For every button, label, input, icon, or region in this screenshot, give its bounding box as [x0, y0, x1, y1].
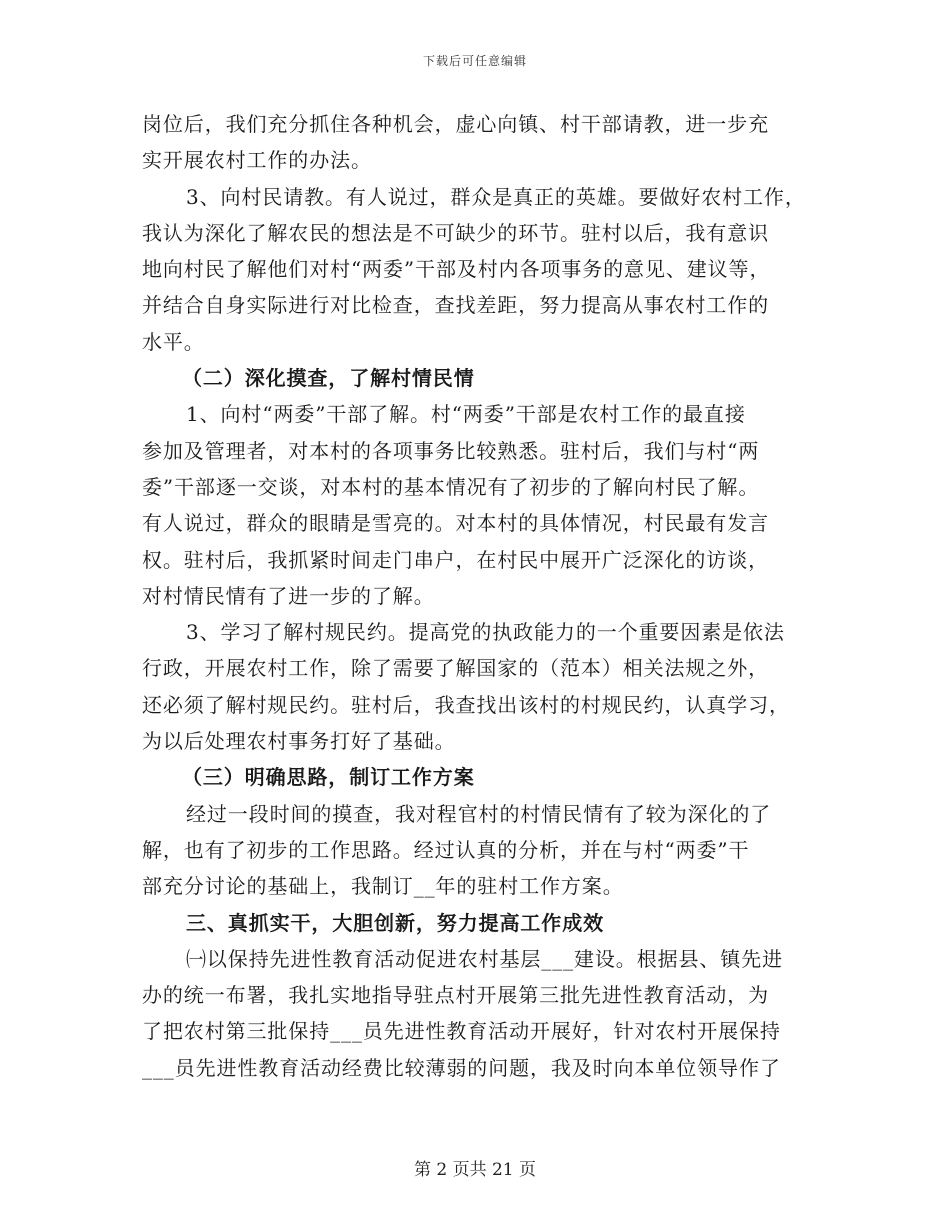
section-heading: 三、真抓实干，大胆创新，努力提高工作成效 — [186, 910, 604, 935]
body-line: 解，也有了初步的工作思路。经过认真的分析，并在与村“两委”干 — [142, 837, 750, 862]
page-number: 第 2 页共 21 页 — [413, 1160, 537, 1180]
body-line: 了把农村第三批保持___员先进性教育活动开展好，针对农村开展保持 — [142, 1019, 781, 1044]
section-heading: （二）深化摸查，了解村情民情 — [182, 366, 475, 391]
body-line: 行政，开展农村工作，除了需要了解国家的（范本）相关法规之外， — [142, 656, 769, 681]
body-line: 经过一段时间的摸查，我对程官村的村情民情有了较为深化的了 — [186, 801, 772, 826]
body-line: 参加及管理者，对本村的各项事务比较熟悉。驻村后，我们与村“两 — [142, 438, 760, 463]
body-line: 3、向村民请教。有人说过，群众是真正的英雄。要做好农村工作， — [186, 184, 806, 209]
body-line: ㈠以保持先进性教育活动促进农村基层___建设。根据县、镇先进 — [186, 946, 783, 971]
body-line: 地向村民了解他们对村“两委”干部及村内各项事务的意见、建议等， — [142, 257, 771, 282]
body-line: 并结合自身实际进行对比检查，查找差距，努力提高从事农村工作的 — [142, 293, 769, 318]
document-body — [142, 106, 817, 1086]
body-line: 为以后处理农村事务打好了基础。 — [142, 729, 456, 754]
body-line: 实开展农村工作的办法。 — [142, 148, 372, 173]
body-line: 1、向村“两委”干部了解。村“两委”干部是农村工作的最直接 — [186, 402, 746, 427]
body-line: 有人说过，群众的眼睛是雪亮的。对本村的具体情况，村民最有发言 — [142, 511, 769, 536]
page-header: 下载后可任意编辑 — [422, 54, 527, 68]
body-line: 委”干部逐一交谈，对本村的基本情况有了初步的了解向村民了解。 — [142, 474, 760, 499]
section-heading: （三）明确思路，制订工作方案 — [182, 765, 475, 790]
body-line: 还必须了解村规民约。驻村后，我查找出该村的村规民约，认真学习， — [142, 692, 790, 717]
body-line: 办的统一布署，我扎实地指导驻点村开展第三批先进性教育活动，为 — [142, 983, 769, 1008]
body-line: 部充分讨论的基础上，我制订__年的驻村工作方案。 — [142, 874, 624, 899]
body-line: 我认为深化了解农民的想法是不可缺少的环节。驻村以后，我有意识 — [142, 220, 769, 245]
body-line: 对村情民情有了进一步的了解。 — [142, 583, 435, 608]
body-line: 岗位后，我们充分抓住各种机会，虚心向镇、村干部请教，进一步充 — [142, 112, 769, 136]
body-line: ___员先进性教育活动经费比较薄弱的问题，我及时向本单位领导作了 — [142, 1055, 781, 1080]
body-line: 权。驻村后，我抓紧时间走门串户，在村民中展开广泛深化的访谈， — [142, 547, 769, 572]
body-line: 水平。 — [142, 329, 205, 354]
body-line: 3、学习了解村规民约。提高党的执政能力的一个重要因素是依法 — [186, 620, 785, 645]
